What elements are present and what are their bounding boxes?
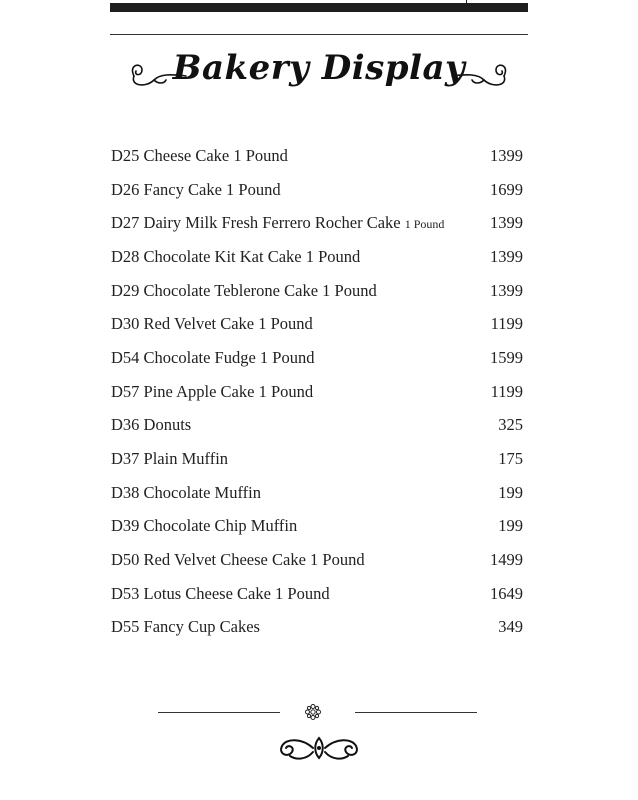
item-name: D29 Chocolate Teblerone Cake 1 Pound [111,280,377,300]
flower-ornament-icon [303,702,323,722]
item-name: D50 Red Velvet Cheese Cake 1 Pound [111,550,365,570]
item-price: 1399 [490,145,523,165]
scroll-flourish-icon [272,730,366,764]
item-price: 1649 [490,583,523,603]
menu-item [111,307,523,341]
item-price: 1399 [490,280,523,300]
item-price: 1199 [490,381,523,401]
footer-rule-left [158,712,280,713]
footer-rule-right [355,712,477,713]
menu-item [111,476,523,510]
page-title: Bakery Display [172,48,466,88]
item-note: 1 Pound [404,217,445,232]
menu-item [111,240,523,274]
item-name: D55 Fancy Cup Cakes [111,617,260,637]
item-name: D57 Pine Apple Cake 1 Pound [111,381,314,401]
item-name: D26 Fancy Cake 1 Pound [111,179,281,199]
item-name: D30 Red Velvet Cake 1 Pound [111,314,313,334]
menu-item [111,543,523,577]
item-name: D39 Chocolate Chip Muffin [111,516,298,536]
item-name: D38 Chocolate Muffin [111,482,262,502]
item-price: 1499 [490,550,523,570]
top-bar [110,3,528,12]
menu-list [111,139,523,644]
scroll-flourish-icon [448,54,518,94]
menu-item [111,611,523,645]
menu-item [111,442,523,476]
menu-item [111,206,523,240]
menu-item [111,341,523,375]
item-price: 1199 [490,314,523,334]
menu-item [111,139,523,173]
item-price: 199 [498,482,523,502]
item-name: D37 Plain Muffin [111,449,229,469]
menu-item [111,409,523,443]
item-price: 1399 [490,213,523,233]
item-name: D27 Dairy Milk Fresh Ferrero Rocher Cake 1 Pound [111,213,445,233]
title-section [110,44,528,110]
item-price: 1399 [490,246,523,266]
menu-item [111,577,523,611]
item-name: D53 Lotus Cheese Cake 1 Pound [111,583,330,603]
menu-item [111,510,523,544]
item-name: D28 Chocolate Kit Kat Cake 1 Pound [111,246,361,266]
item-price: 199 [498,516,523,536]
menu-item [111,274,523,308]
top-bar-tick [466,0,467,4]
item-price: 175 [498,449,523,469]
menu-item [111,375,523,409]
item-name: D25 Cheese Cake 1 Pound [111,145,288,165]
menu-item [111,173,523,207]
item-price: 349 [498,617,523,637]
top-rule [110,34,528,35]
item-price: 1699 [490,179,523,199]
item-price: 1599 [490,347,523,367]
item-name: D36 Donuts [111,415,192,435]
item-price: 325 [498,415,523,435]
item-name: D54 Chocolate Fudge 1 Pound [111,347,315,367]
